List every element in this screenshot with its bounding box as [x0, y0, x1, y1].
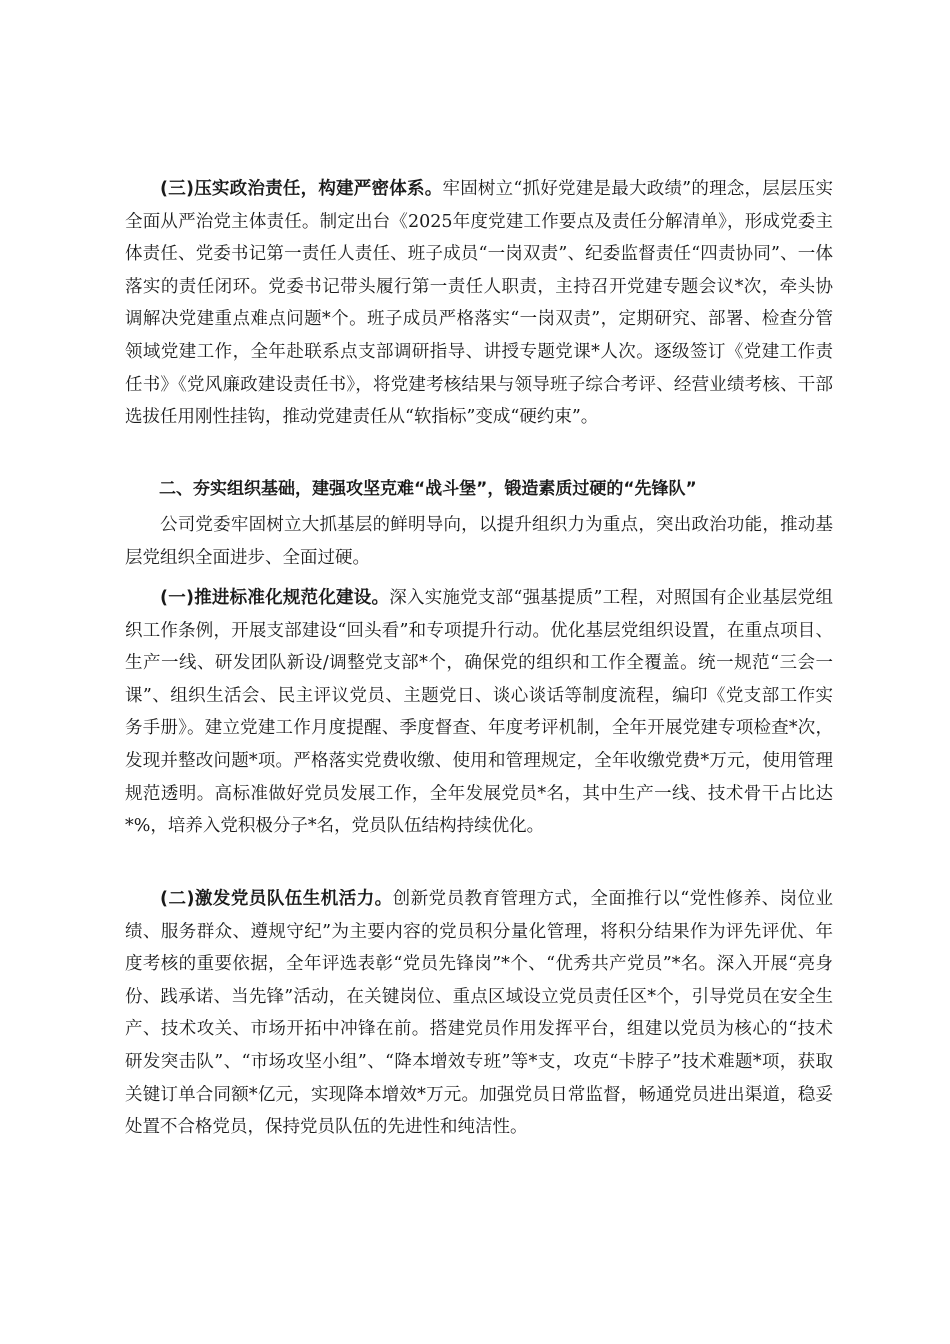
paragraph-section-2 — [125, 883, 833, 1144]
paragraph-section-1 — [125, 582, 833, 843]
chapter-heading-2: 二、夯实组织基础，建强攻坚克难“战斗堡”，锻造素质过硬的“先锋队” — [159, 479, 697, 499]
paragraph-section-3 — [125, 173, 833, 434]
section-2-body: 创新党员教育管理方式，全面推行以“党性修养、岗位业绩、服务群众、遵规守纪”为主要内容的党员积分量化管理，将积分结果作为评先评优、年度考核的重要依据，全年评选表彰“党员先锋岗”*个、“优秀共产党员”*名。深入开展“亮身份、践承诺、当先锋”活动，在关键岗位、重点区域设立党员责任区*个，引导党员在安全生产、技术攻关、市场开拓中冲锋在前。搭建党员作用发挥平台，组建以党员为核心的“技术研发突击队”、“市场攻坚小组”、“降本增效专班”等*支，攻克“卡脖子”技术难题*项，获取关键订单合同额*亿元，实现降本增效*万元。加强党员日常监督，畅通党员进出渠道，稳妥处置不合格党员，保持党员队伍的先进性和纯洁性。 — [125, 889, 833, 1138]
section-1-lead: (一)推进标准化规范化建设。 — [160, 588, 390, 608]
section-2-lead: (二)激发党员队伍生机活力。 — [160, 889, 393, 909]
section-3-body: 牢固树立“抓好党建是最大政绩”的理念，层层压实全面从严治党主体责任。制定出台《2025年度党建工作要点及责任分解清单》，形成党委主体责任、党委书记第一责任人责任、班子成员“一岗双责”、纪委监督责任“四责协同”、一体落实的责任闭环。党委书记带头履行第一责任人职责，主持召开党建专题会议*次，牵头协调解决党建重点难点问题*个。班子成员严格落实“一岗双责”，定期研究、部署、检查分管领域党建工作，全年赴联系点支部调研指导、讲授专题党课*人次。逐级签订《党建工作责任书》《党风廉政建设责任书》，将党建考核结果与领导班子综合考评、经营业绩考核、干部选拔任用刚性挂钩，推动党建责任从“软指标”变成“硬约束”。 — [125, 179, 833, 428]
section-1-body: 深入实施党支部“强基提质”工程，对照国有企业基层党组织工作条例，开展支部建设“回头看”和专项提升行动。优化基层党组织设置，在重点项目、生产一线、研发团队新设/调整党支部*个，确保党的组织和工作全覆盖。统一规范“三会一课”、组织生活会、民主评议党员、主题党日、谈心谈话等制度流程，编印《党支部工作实务手册》。建立党建工作月度提醒、季度督查、年度考评机制，全年开展党建专项检查*次，发现并整改问题*项。严格落实党费收缴、使用和管理规定，全年收缴党费*万元，使用管理规范透明。高标准做好党员发展工作，全年发展党员*名，其中生产一线、技术骨干占比达*%，培养入党积极分子*名，党员队伍结构持续优化。 — [125, 588, 833, 837]
section-3-lead: (三)压实政治责任，构建严密体系。 — [160, 179, 443, 199]
chapter-2-intro: 公司党委牢固树立大抓基层的鲜明导向，以提升组织力为重点，突出政治功能，推动基层党组织全面进步、全面过硬。 — [125, 515, 833, 568]
